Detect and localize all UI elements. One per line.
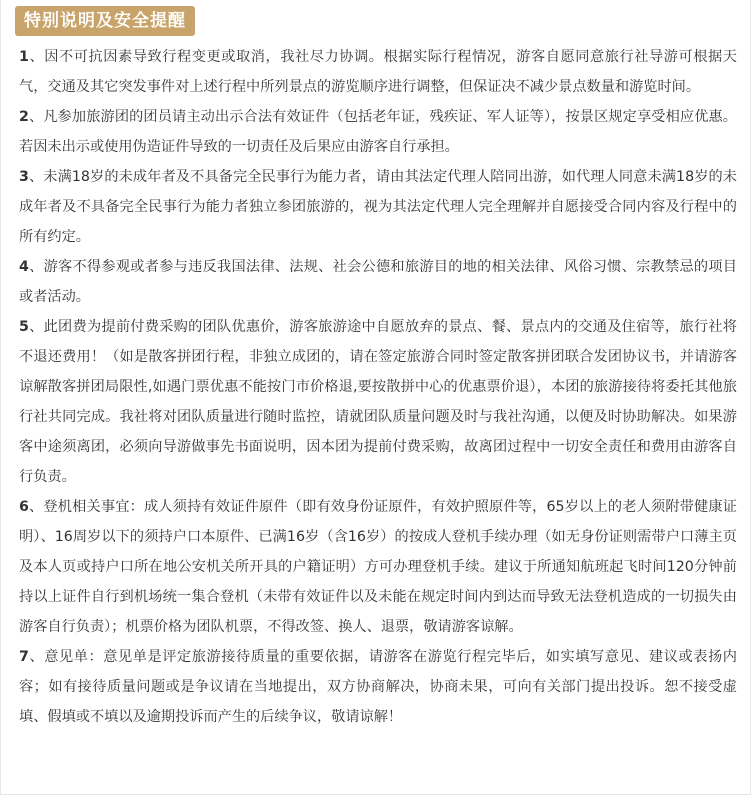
item-number: 2 <box>19 109 29 125</box>
notice-item-5 <box>19 312 737 492</box>
notice-list <box>19 42 737 732</box>
notice-item-1 <box>19 42 737 102</box>
item-number: 6 <box>19 499 29 515</box>
notice-item-7 <box>19 642 737 732</box>
notice-item-3 <box>19 162 737 252</box>
item-text: 、意见单：意见单是评定旅游接待质量的重要依据，请游客在游览行程完毕后，如实填写意见、建议或表扬内容；如有接待质量问题或是争议请在当地提出，双方协商解决，协商未果，可向有关部门提出投诉。恕不接受虚填、假填或不填以及逾期投诉而产生的后续争议，敬请谅解！ <box>19 649 737 725</box>
section-title: 特别说明及安全提醒 <box>15 6 195 36</box>
item-number: 4 <box>19 259 29 275</box>
item-text: 、凡参加旅游团的团员请主动出示合法有效证件（包括老年证，残疾证、军人证等），按景区规定享受相应优惠。若因未出示或使用伪造证件导致的一切责任及后果应由游客自行承担。 <box>19 109 737 155</box>
item-text: 、未满18岁的未成年者及不具备完全民事行为能力者，请由其法定代理人陪同出游，如代理人同意未满18岁的未成年者及不具备完全民事行为能力者独立参团旅游的，视为其法定代理人完全理解并自愿接受合同内容及行程中的所有约定。 <box>19 169 737 245</box>
notice-item-6 <box>19 492 737 642</box>
item-number: 1 <box>19 49 29 65</box>
item-text: 、游客不得参观或者参与违反我国法律、法规、社会公德和旅游目的地的相关法律、风俗习惯、宗教禁忌的项目或者活动。 <box>19 259 737 305</box>
item-number: 3 <box>19 169 29 185</box>
item-text: 、因不可抗因素导致行程变更或取消，我社尽力协调。根据实际行程情况，游客自愿同意旅行社导游可根据天气，交通及其它突发事件对上述行程中所列景点的游览顺序进行调整，但保证决不减少景点数量和游览时间。 <box>19 49 737 95</box>
notice-item-4 <box>19 252 737 312</box>
item-number: 5 <box>19 319 29 335</box>
item-text: 、此团费为提前付费采购的团队优惠价，游客旅游途中自愿放弃的景点、餐、景点内的交通及住宿等，旅行社将不退还费用！（如是散客拼团行程，非独立成团的，请在签定旅游合同时签定散客拼团联合发团协议书，并请游客谅解散客拼团局限性,如遇门票优惠不能按门市价格退,要按散拼中心的优惠票价退），本团的旅游接待将委托其他旅行社共同完成。我社将对团队质量进行随时监控，请就团队质量问题及时与我社沟通，以便及时协助解决。如果游客中途须离团，必须向导游做事先书面说明，因本团为提前付费采购，故离团过程中一切安全责任和费用由游客自行负责。 <box>19 319 737 485</box>
notice-item-2 <box>19 102 737 162</box>
item-text: 、登机相关事宜：成人须持有效证件原件（即有效身份证原件，有效护照原件等，65岁以上的老人须附带健康证明）、16周岁以下的须持户口本原件、已满16岁（含16岁）的按成人登机手续办理（如无身份证则需带户口薄主页及本人页或持户口所在地公安机关所开具的户籍证明）方可办理登机手续。建议于所通知航班起飞时间120分钟前持以上证件自行到机场统一集合登机（未带有效证件以及未能在规定时间内到达而导致无法登机造成的一切损失由游客自行负责）；机票价格为团队机票，不得改签、换人、退票，敬请游客谅解。 <box>19 499 737 635</box>
item-number: 7 <box>19 649 29 665</box>
